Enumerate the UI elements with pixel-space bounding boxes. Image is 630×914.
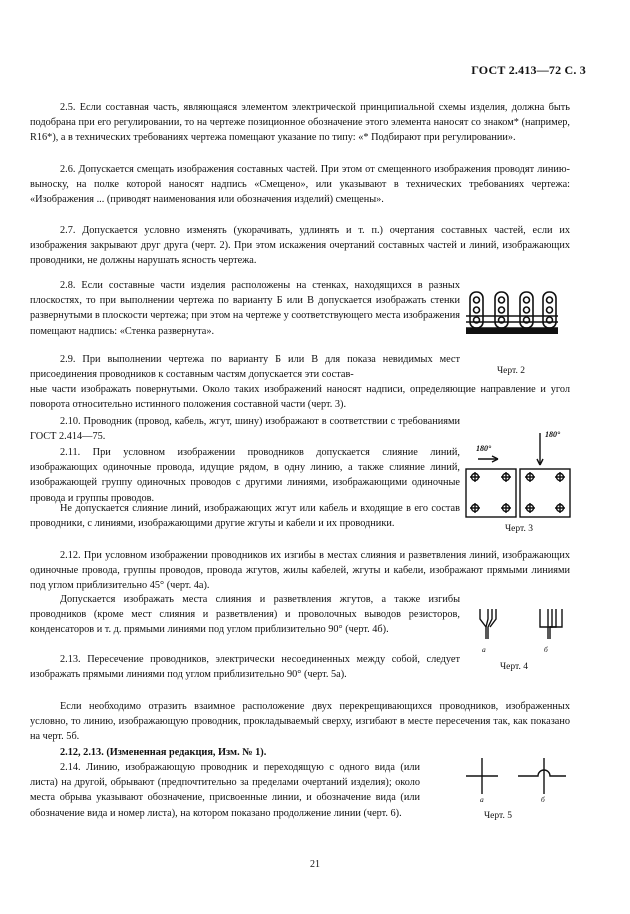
paragraph-2-11-part2: Не допускается слияние линий, изображающих жгут или кабель и входящие в его состав проводники, с линиями, изображающими другие жгуты и кабели и их проводники. [30, 503, 460, 530]
paragraph-2-13-crossing: Если необходимо отразить взаимное расположение двух перекрещивающихся проводников, изображенных условно, то линию, изображающую проводник, прокладываемый сверху, изгибают в месте пересечения так, как показано на черт. 5б. [30, 701, 570, 743]
paragraph-2-8: 2.8. Если составные части изделия расположены на стенках, находящихся в разных плоскостях, то при выполнении чертежа по варианту Б или В допускается изображать стенки развернутыми в плоскости чертежа; при этом на чертеже у соответствующего места изображения помещают надпись: «Стенка развернута». [30, 280, 460, 337]
figure-2-drawing [462, 288, 562, 348]
paragraph-2-7: 2.7. Допускается условно изменять (укорачивать, удлинять и т. п.) очертания составных частей, если их изображения закрывают друг друга (черт. 2). При этом искажения очертаний составных частей и линий, изображающих проводники, не должны нарушать ясность чертежа. [30, 225, 570, 267]
paragraph-2-9-part2: ные части изображать повернутыми. Около таких изображений наносят надписи, определяющие направление и угол поворота относительно истинного положения составной части (черт. 3). [30, 384, 570, 411]
figure-4-sub-b: б [544, 645, 548, 654]
page-header: ГОСТ 2.413—72 С. 3 [471, 63, 586, 77]
figure-3-caption: Черт. 3 [505, 524, 533, 534]
figure-3-angle-right: 180° [545, 430, 561, 439]
figure-5-sub-b: б [541, 795, 545, 804]
paragraph-2-5: 2.5. Если составная часть, являющаяся элементом электрической принципиальной схемы изделия, должна быть подобрана при его регулировании, то на чертеже позиционное обозначение этого элемента наносят со знаком* (например, R16*), а в технических требованиях чертежа помещают указание по типу: «* Подбирают при регулировании». [30, 102, 570, 144]
paragraph-2-11-part1: 2.11. При условном изображении проводников допускается слияние линий, изображающих одиночные провода, идущие рядом, в одну линию, а также слияние линий, изображающей группу одиночных проводов с другими линиями, изображающими одиночные провода и группы проводов. [30, 447, 460, 504]
paragraph-2-10: 2.10. Проводник (провод, кабель, жгут, шину) изображают в соответствии с требованиями ГОСТ 2.414—75. [30, 416, 460, 443]
paragraph-2-6: 2.6. Допускается смещать изображения составных частей. При этом от смещенного изображения проводят линию-выноску, на полке которой наносят надпись «Смещено», или указывают в технических требованиях чертежа: «Изображения ... (приводят наименования или обозначения изделий) смещены». [30, 164, 570, 206]
paragraph-2-12-allowance: Допускается изображать места слияния и разветвления жгутов, а также изгибы проводников (кроме мест слияния и разветвления) и проволочных выводов резисторов, конденсаторов и т. д. прямыми линиями под углом приблизительно 90° (черт. 4б). [30, 594, 460, 636]
edition-note-text: 2.12, 2.13. (Измененная редакция, Изм. № 1). [60, 747, 267, 758]
figure-4-caption: Черт. 4 [500, 662, 528, 672]
paragraph-2-13: 2.13. Пересечение проводников, электрически несоединенных между собой, следует изображать прямыми линиями под углом приблизительно 90° (черт. 5а). [30, 654, 460, 681]
figure-2-caption: Черт. 2 [497, 366, 525, 376]
figure-5-sub-a: а [480, 795, 484, 804]
figure-3-angle-left: 180° [476, 444, 492, 453]
edition-note [30, 745, 460, 760]
figure-3-drawing [464, 425, 574, 525]
figure-4-drawing [476, 607, 576, 647]
figure-5-drawing [462, 752, 572, 802]
figure-5-caption: Черт. 5 [484, 811, 512, 821]
paragraph-2-14: 2.14. Линию, изображающую проводник и переходящую с одного вида (или листа) на другой, обрывают (предпочтительно за пределами очертаний изделия); около места обрыва указывают обозначение, присвоенные линии, и обозначение вида (или обозначение вида и номер листа), на котором показано продолжение линии (черт. 6). [30, 762, 420, 819]
figure-4-sub-a: а [482, 645, 486, 654]
paragraph-2-12: 2.12. При условном изображении проводников их изгибы в местах слияния и разветвления линий, изображающих одиночные провода, группы проводов, провода жгутов, жилы кабелей, жгуты и кабели, изображают прямыми линиями под углом приблизительно 45° (черт. 4а). [30, 550, 570, 592]
page-number: 21 [310, 859, 320, 870]
paragraph-2-9-part1: 2.9. При выполнении чертежа по варианту Б или В для показа невидимых мест присоединения проводников к составным частям допускается эти состав- [30, 354, 460, 381]
